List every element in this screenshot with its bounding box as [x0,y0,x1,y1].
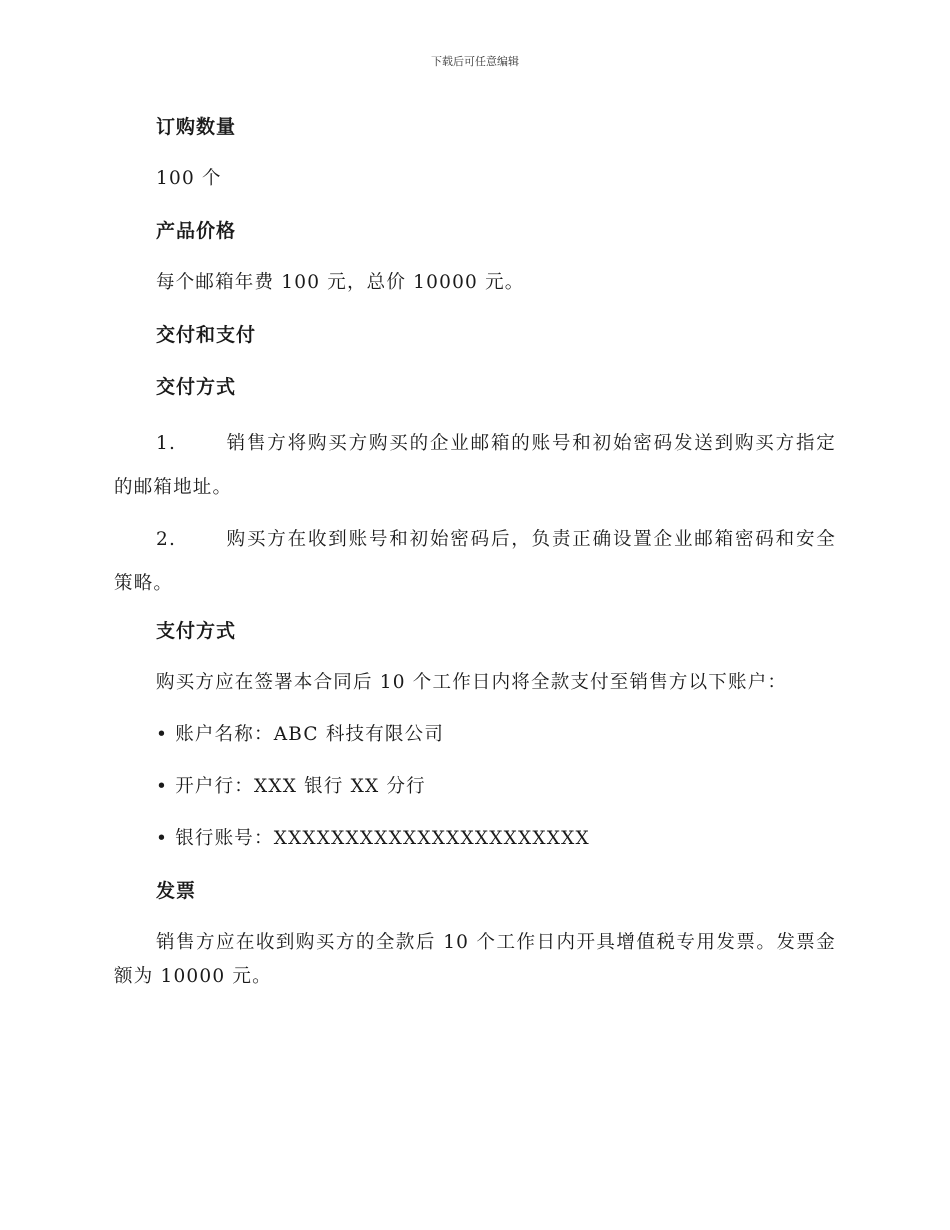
account-name: • 账户名称：ABC 科技有限公司 [156,724,445,745]
payment-intro: 购买方应在签署本合同后 10 个工作日内将全款支付至销售方以下账户： [156,672,788,693]
invoice-text: 销售方应在收到购买方的全款后 10 个工作日内开具增值税专用发票。发票金额为 10000 元。 [114,932,836,987]
payment-method-heading: 支付方式 [156,620,237,642]
price-value: 每个邮箱年费 100 元，总价 10000 元。 [156,272,525,293]
order-quantity-heading: 订购数量 [156,116,237,138]
delivery-payment-heading: 交付和支付 [156,324,257,346]
delivery-item-2-number: 2. [156,529,177,550]
account-number: • 银行账号：XXXXXXXXXXXXXXXXXXXXXX [156,828,590,849]
price-heading: 产品价格 [156,220,237,242]
delivery-item-1 [114,422,836,510]
delivery-item-2-text: 购买方在收到账号和初始密码后，负责正确设置企业邮箱密码和安全策略。 [114,529,836,594]
invoice-heading: 发票 [156,880,197,902]
delivery-item-1-text: 销售方将购买方购买的企业邮箱的账号和初始密码发送到购买方指定的邮箱地址。 [114,433,836,498]
order-quantity-value: 100 个 [156,168,222,189]
document-body [114,110,836,1012]
page-header: 下载后可任意编辑 [431,55,519,68]
delivery-item-1-number: 1. [156,433,177,454]
delivery-method-heading: 交付方式 [156,376,237,398]
account-bank: • 开户行：XXX 银行 XX 分行 [156,776,426,797]
delivery-item-2 [114,518,836,606]
